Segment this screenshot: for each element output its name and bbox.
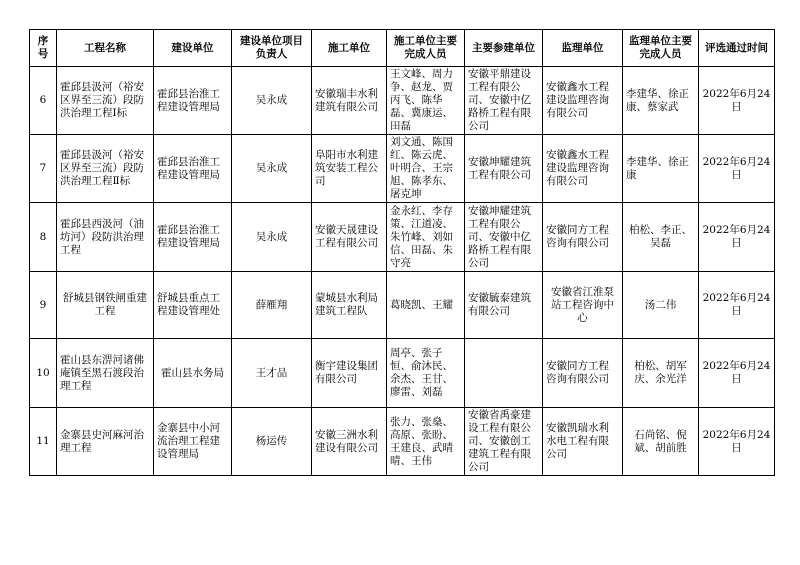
cell-supervisor-staff: 汤二伟 <box>623 272 699 339</box>
header-participants: 主要参建单位 <box>465 30 543 67</box>
cell-owner-manager: 薛雁翔 <box>232 272 312 339</box>
cell-project-name: 舒城县钢铁闸重建工程 <box>57 272 154 339</box>
cell-supervisor: 安徽鑫水工程建设监理咨询有限公司 <box>543 67 623 135</box>
cell-contractor-staff: 王文峰、周力争、赵龙、贾丙飞、陈华磊、冀康运、田磊 <box>387 67 465 135</box>
table-header-row <box>30 30 775 67</box>
cell-participants: 安徽毓泰建筑有限公司 <box>465 272 543 339</box>
cell-owner: 霍邱县治淮工程建设管理局 <box>154 203 232 272</box>
header-owner-manager: 建设单位项目负责人 <box>232 30 312 67</box>
cell-serial: 9 <box>30 272 57 339</box>
cell-owner-manager: 吴永成 <box>232 135 312 203</box>
cell-serial: 6 <box>30 67 57 135</box>
cell-contractor-staff: 张力、张燊、高原、张盼、王建良、武晴晴、王伟 <box>387 408 465 476</box>
header-approval-date: 评选通过时间 <box>699 30 775 67</box>
cell-contractor: 安徽瑞丰水利建筑有限公司 <box>312 67 387 135</box>
cell-supervisor-staff: 石尚铭、倪斌、胡前胜 <box>623 408 699 476</box>
cell-approval-date: 2022年6月24日 <box>699 408 775 476</box>
cell-contractor: 阜阳市水利建筑安装工程公司 <box>312 135 387 203</box>
header-serial: 序号 <box>30 30 57 67</box>
header-contractor-staff: 施工单位主要完成人员 <box>387 30 465 67</box>
cell-supervisor: 安徽凯瑞水利水电工程有限公司 <box>543 408 623 476</box>
table-row <box>30 203 775 272</box>
cell-owner: 金寨县中小河流治理工程建设管理局 <box>154 408 232 476</box>
cell-participants <box>465 339 543 408</box>
cell-supervisor: 安徽省江淮泵站工程咨询中心 <box>543 272 623 339</box>
cell-approval-date: 2022年6月24日 <box>699 67 775 135</box>
cell-approval-date: 2022年6月24日 <box>699 339 775 408</box>
cell-owner: 霍山县水务局 <box>154 339 232 408</box>
header-contractor: 施工单位 <box>312 30 387 67</box>
header-owner: 建设单位 <box>154 30 232 67</box>
cell-serial: 7 <box>30 135 57 203</box>
cell-supervisor-staff: 柏松、李正、吴磊 <box>623 203 699 272</box>
cell-serial: 11 <box>30 408 57 476</box>
cell-owner: 霍邱县治淮工程建设管理局 <box>154 67 232 135</box>
cell-serial: 8 <box>30 203 57 272</box>
cell-participants: 安徽平鼎建设工程有限公司、安徽中亿路桥工程有限公司 <box>465 67 543 135</box>
projects-table <box>29 29 775 476</box>
cell-owner: 霍邱县治淮工程建设管理局 <box>154 135 232 203</box>
cell-supervisor-staff: 李建华、徐正康 <box>623 135 699 203</box>
cell-supervisor: 安徽鑫水工程建设监理咨询有限公司 <box>543 135 623 203</box>
cell-contractor: 安徽三洲水利建设有限公司 <box>312 408 387 476</box>
cell-owner: 舒城县重点工程建设管理处 <box>154 272 232 339</box>
cell-project-name: 霍邱县西汲河（油坊河）段防洪治理工程 <box>57 203 154 272</box>
cell-participants: 安徽坤耀建筑工程有限公司、安徽中亿路桥工程有限公司 <box>465 203 543 272</box>
header-supervisor: 监理单位 <box>543 30 623 67</box>
cell-contractor: 安徽天晟建设工程有限公司 <box>312 203 387 272</box>
table-row <box>30 408 775 476</box>
cell-contractor-staff: 葛晓凯、王耀 <box>387 272 465 339</box>
cell-supervisor-staff: 柏松、胡军庆、余光洋 <box>623 339 699 408</box>
table-row <box>30 272 775 339</box>
cell-approval-date: 2022年6月24日 <box>699 272 775 339</box>
cell-participants: 安徽省禹豪建设工程有限公司、安徽创工建筑工程有限公司 <box>465 408 543 476</box>
table-row <box>30 135 775 203</box>
cell-contractor-staff: 周亭、张子恒、俞沐民、余杰、王甘、廖雷、刘磊 <box>387 339 465 408</box>
cell-project-name: 霍山县东淠河诸佛庵镇至黑石渡段治理工程 <box>57 339 154 408</box>
cell-owner-manager: 吴永成 <box>232 67 312 135</box>
cell-owner-manager: 吴永成 <box>232 203 312 272</box>
cell-owner-manager: 王才品 <box>232 339 312 408</box>
cell-participants: 安徽坤耀建筑工程有限公司 <box>465 135 543 203</box>
cell-supervisor-staff: 李建华、徐正康、蔡家武 <box>623 67 699 135</box>
header-supervisor-staff: 监理单位主要完成人员 <box>623 30 699 67</box>
cell-contractor: 蒙城县水利局建筑工程队 <box>312 272 387 339</box>
cell-contractor: 衡宇建设集团有限公司 <box>312 339 387 408</box>
cell-approval-date: 2022年6月24日 <box>699 203 775 272</box>
cell-contractor-staff: 刘文通、陈国红、陈云虎、叶明合、王宗旭、陈孝东、屠克坤 <box>387 135 465 203</box>
table-row <box>30 339 775 408</box>
cell-project-name: 霍邱县汲河（裕安区界至三流）段防洪治理工程Ⅰ标 <box>57 67 154 135</box>
cell-approval-date: 2022年6月24日 <box>699 135 775 203</box>
cell-project-name: 霍邱县汲河（裕安区界至三流）段防洪治理工程Ⅱ标 <box>57 135 154 203</box>
cell-supervisor: 安徽同方工程咨询有限公司 <box>543 339 623 408</box>
cell-owner-manager: 杨运传 <box>232 408 312 476</box>
cell-project-name: 金寨县史河麻河治理工程 <box>57 408 154 476</box>
header-project-name: 工程名称 <box>57 30 154 67</box>
cell-supervisor: 安徽同方工程咨询有限公司 <box>543 203 623 272</box>
cell-serial: 10 <box>30 339 57 408</box>
table-row <box>30 67 775 135</box>
cell-contractor-staff: 金永红、李存策、江道凌、朱竹峰、刘如信、田磊、朱守亮 <box>387 203 465 272</box>
